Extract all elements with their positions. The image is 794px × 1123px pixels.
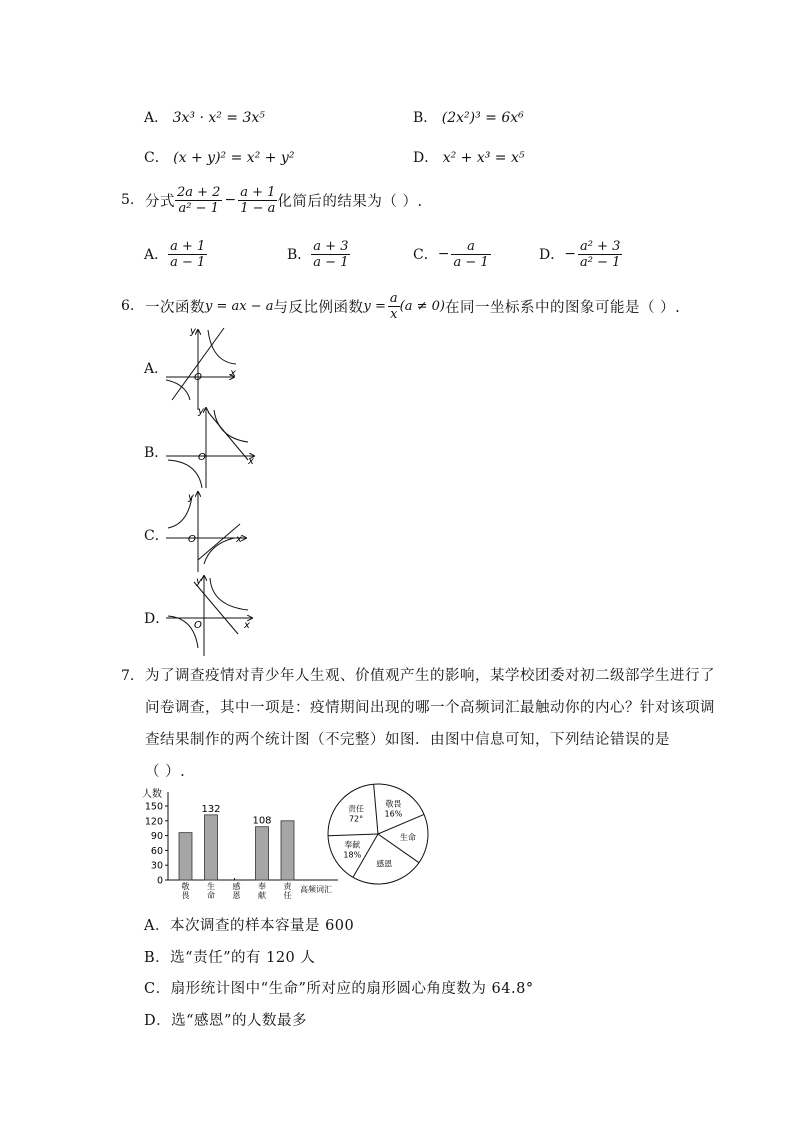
x-tick-label: 感 [232, 882, 241, 891]
q6-graph-d-y: y [196, 576, 202, 587]
q5-stem [121, 182, 423, 218]
q5-option-d-num: a² + 3 [579, 238, 621, 254]
q4-option-b-expr: (2x²)³ = 6x⁶ [441, 110, 524, 126]
y-tick-label: 0 [156, 875, 163, 887]
q6-inv-lhs: y = [363, 298, 386, 314]
q6-inv-frac [388, 291, 400, 322]
y-tick-label: 150 [144, 801, 163, 813]
pie-slice-value: 72° [348, 814, 364, 824]
q4-option-b [413, 108, 524, 128]
q5-option-c [413, 236, 491, 272]
x-tick-label: 恩 [232, 891, 241, 900]
data-label: 108 [252, 815, 272, 827]
q6-text-1: 一次函数 [145, 299, 205, 316]
q4-option-a-expr: 3x³ · x² = 3x⁵ [172, 110, 265, 126]
q5-option-a [144, 236, 207, 272]
pie-chart-plot [328, 784, 428, 884]
q5-option-b [287, 236, 350, 272]
q4-option-d [413, 148, 524, 168]
q5-option-a-num: a + 1 [170, 238, 206, 254]
x-tick-label: 责 [283, 882, 292, 891]
pie-slice-value: 18% [343, 850, 362, 860]
y-tick-label: 30 [150, 860, 163, 872]
pie-slice-label: 感恩 [376, 859, 393, 869]
q4-option-c-label: C． [144, 150, 169, 166]
q6-graph-b-origin: O [198, 452, 206, 463]
q4-option-c-expr: (x + y)² = x² + y² [173, 150, 295, 166]
pie-slice-label: 生命 [399, 833, 416, 843]
q5-option-d-label: D． [539, 247, 565, 263]
q6-text-2: 与反比例函数 [273, 299, 364, 316]
q5-option-d-den: a² − 1 [579, 254, 621, 270]
q5-fraction-1-num: 2a + 2 [177, 184, 221, 200]
pie-slice-value: 16% [384, 809, 403, 819]
q6-inv-num: a [389, 290, 398, 306]
bar-chart-plot [142, 787, 338, 900]
x-axis-label: 高频词汇 [300, 885, 332, 894]
q6-number: 6. [121, 298, 135, 314]
q7-text-2: 问卷调查，其中一项是：疫情期间出现的哪一个高频词汇最触动你的内心？针对该项调 [145, 700, 715, 716]
q6-text-3: 在同一坐标系中的图象可能是（ ）. [444, 299, 681, 316]
q5-minus: − [224, 192, 237, 208]
q5-post: 化简后的结果为（ ）. [277, 193, 423, 210]
q7-text-4: （ ）. [145, 764, 186, 780]
q5-option-c-sign: − [437, 246, 450, 262]
q5-option-d-frac [578, 239, 622, 270]
x-tick-label: 献 [258, 891, 266, 900]
x-tick-label: 生 [207, 882, 215, 891]
q6-graph-a [164, 322, 244, 412]
x-tick-label: 奉 [258, 882, 266, 891]
q6-graph-c-origin: O [188, 534, 196, 545]
q5-option-b-label: B． [287, 247, 312, 263]
bar [205, 815, 218, 880]
q5-fraction-2-den: 1 − a [240, 200, 276, 216]
q5-option-b-den: a − 1 [313, 254, 349, 270]
pie-slice-label: 责任 [348, 804, 365, 814]
q4-option-d-expr: x² + x³ = x⁵ [442, 150, 525, 166]
q7-pie-chart [324, 782, 436, 886]
q5-option-c-label: C． [413, 247, 438, 263]
q7-line-1 [121, 664, 715, 685]
bar [281, 821, 294, 880]
q5-option-a-den: a − 1 [170, 254, 206, 270]
data-label: 132 [201, 803, 221, 815]
q7-bar-chart [138, 786, 348, 904]
y-tick-label: 90 [150, 831, 163, 843]
q6-graph-a-x: x [230, 368, 236, 379]
y-tick-label: 120 [144, 816, 163, 828]
q6-graph-d [164, 572, 254, 658]
y-tick-label: 60 [150, 845, 163, 857]
q5-option-b-frac [311, 239, 350, 270]
q6-graph-c-y: y [188, 492, 194, 503]
q7-option-c: C．扇形统计图中“生命”所对应的扇形圆心角度数为 64.8° [144, 981, 534, 997]
q5-fraction-2-num: a + 1 [240, 184, 276, 200]
pie-slice-label: 敬畏 [385, 799, 402, 809]
q6-graph-d-x: x [244, 620, 250, 631]
q6-graph-a-origin: O [194, 372, 202, 383]
q4-option-c [144, 148, 294, 168]
q6-option-b-label: B． [144, 445, 169, 461]
q7-option-a: A．本次调查的样本容量是 600 [144, 918, 355, 934]
q4-option-b-label: B． [413, 110, 438, 126]
q5-option-d-sign: − [564, 246, 576, 262]
q5-option-c-frac [451, 239, 490, 270]
pie-slice-label: 奉献 [344, 840, 361, 850]
q5-fraction-1-den: a² − 1 [178, 200, 219, 216]
q6-option-d-label: D． [144, 611, 170, 627]
bar [179, 833, 192, 880]
q6-graph-b-x: x [248, 456, 254, 467]
q6-graph-d-origin: O [194, 620, 202, 631]
q4-option-a [144, 108, 265, 128]
x-tick-label: 命 [207, 891, 215, 900]
q6-linear-func: y = ax − a [205, 298, 274, 314]
q6-option-c-label: C． [144, 528, 169, 544]
q5-pre: 分式 [145, 193, 175, 210]
q6-inv-den: x [390, 306, 398, 322]
q6-graph-b-y: y [198, 406, 204, 417]
q6-graph-c [164, 488, 248, 574]
q6-graph-a-y: y [190, 326, 196, 337]
q6-graph-c-x: x [236, 534, 242, 545]
q6-inv-cond: (a ≠ 0) [399, 298, 445, 314]
q5-number: 5. [121, 192, 135, 208]
q5-fraction-2 [238, 185, 277, 216]
q4-option-a-label: A． [144, 110, 169, 126]
q6-graph-b [164, 404, 256, 490]
q5-option-b-num: a + 3 [313, 238, 349, 254]
q5-option-c-den: a − 1 [453, 254, 489, 270]
y-axis-label: 人数 [142, 789, 162, 800]
q5-fraction-1 [175, 185, 222, 216]
q4-option-d-label: D． [413, 150, 439, 166]
x-tick-label: 敬 [181, 882, 190, 891]
q5-option-c-num: a [451, 239, 490, 255]
q6-stem [121, 288, 680, 324]
q7-number: 7. [121, 668, 135, 684]
bar [256, 827, 269, 880]
q7-option-d: D．选“感恩”的人数最多 [144, 1013, 307, 1029]
q7-text-3: 查结果制作的两个统计图（不完整）如图．由图中信息可知，下列结论错误的是 [145, 732, 670, 748]
q5-option-a-label: A． [144, 247, 169, 263]
q6-option-a-label: A． [144, 361, 169, 377]
q5-option-a-frac [168, 239, 207, 270]
q7-text-1: 为了调查疫情对青少年人生观、价值观产生的影响，某学校团委对初二级部学生进行了 [145, 668, 715, 684]
q7-option-b: B．选“责任”的有 120 人 [144, 950, 316, 966]
x-tick-label: 任 [283, 891, 292, 900]
q5-option-d [539, 236, 622, 272]
x-tick-label: 畏 [181, 891, 190, 900]
